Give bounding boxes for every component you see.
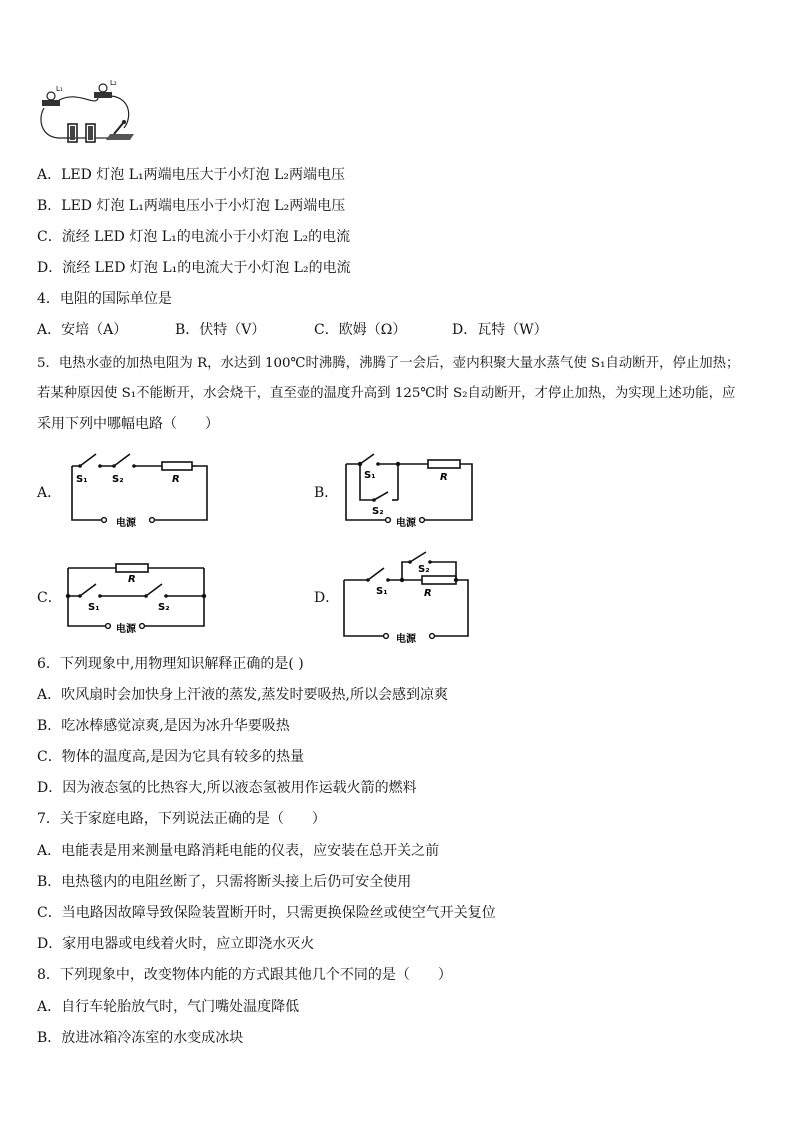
circuit-d-s2-label: S₂ bbox=[418, 564, 430, 575]
circuit-b-s1-label: S₁ bbox=[364, 470, 376, 481]
circuit-d-source-label: 电源 bbox=[396, 634, 416, 644]
q6-option-c[interactable]: C．物体的温度高,是因为它具有较多的热量 bbox=[37, 749, 305, 765]
q7-option-a[interactable]: A．电能表是用来测量电路消耗电能的仪表，应安装在总开关之前 bbox=[37, 843, 440, 859]
circuit-d-r-label: R bbox=[424, 588, 432, 599]
q3-option-a[interactable]: A．LED 灯泡 L₁两端电压大于小灯泡 L₂两端电压 bbox=[37, 167, 346, 183]
q8-option-a[interactable]: A．自行车轮胎放气时，气门嘴处温度降低 bbox=[37, 999, 300, 1015]
q6-stem: 6．下列现象中,用物理知识解释正确的是( ) bbox=[37, 656, 304, 672]
q3-option-c[interactable]: C．流经 LED 灯泡 L₁的电流小于小灯泡 L₂的电流 bbox=[37, 229, 351, 245]
q5-stem-line-1: 5．电热水壶的加热电阻为 R，水达到 100℃时沸腾，沸腾了一会后，壶内积聚大量水蒸气使 S₁自动断开，停止加热； bbox=[37, 356, 740, 371]
circuit-b-s2-label: S₂ bbox=[372, 506, 384, 517]
circuit-c-r-label: R bbox=[128, 574, 136, 585]
q4-option-d[interactable]: D．瓦特（W） bbox=[452, 322, 548, 338]
q8-stem: 8．下列现象中，改变物体内能的方式跟其他几个不同的是（ ） bbox=[37, 967, 452, 983]
q5-option-c-letter[interactable]: C． bbox=[37, 590, 62, 606]
q3-option-d[interactable]: D．流经 LED 灯泡 L₁的电流大于小灯泡 L₂的电流 bbox=[37, 260, 351, 276]
q8-option-b[interactable]: B．放进冰箱冷冻室的水变成冰块 bbox=[37, 1030, 244, 1046]
circuit-d-diagram[interactable] bbox=[338, 544, 478, 644]
circuit-b-r-label: R bbox=[440, 472, 448, 483]
q6-option-d[interactable]: D．因为液态氢的比热容大,所以液态氢被用作运载火箭的燃料 bbox=[37, 780, 417, 796]
q7-option-d[interactable]: D．家用电器或电线着火时，应立即浇水灭火 bbox=[37, 936, 315, 952]
bulb-l2-label: L₂ bbox=[110, 79, 117, 87]
q5-stem-line-2: 若某种原因使 S₁不能断开，水会烧干，直至壶的温度升高到 125℃时 S₂自动断开，才停止加热，为实现上述功能，应 bbox=[37, 386, 736, 401]
q7-option-b[interactable]: B．电热毯内的电阻丝断了，只需将断头接上后仍可安全使用 bbox=[37, 874, 412, 890]
q6-option-b[interactable]: B．吃冰棒感觉凉爽,是因为冰升华要吸热 bbox=[37, 718, 290, 734]
bulb-circuit-figure bbox=[36, 78, 136, 148]
q4-option-c[interactable]: C．欧姆（Ω） bbox=[314, 322, 407, 338]
q4-option-b[interactable]: B．伏特（V） bbox=[175, 322, 266, 338]
circuit-a-s1-label: S₁ bbox=[76, 474, 88, 485]
circuit-c-s2-label: S₂ bbox=[158, 602, 170, 613]
circuit-c-source-label: 电源 bbox=[116, 624, 136, 635]
circuit-b-diagram[interactable] bbox=[340, 452, 480, 530]
circuit-a-source-label: 电源 bbox=[116, 518, 136, 529]
q3-option-b[interactable]: B．LED 灯泡 L₁两端电压小于小灯泡 L₂两端电压 bbox=[37, 198, 346, 214]
q5-option-a-letter[interactable]: A． bbox=[37, 485, 62, 501]
circuit-d-s1-label: S₁ bbox=[376, 586, 388, 597]
q4-option-a[interactable]: A．安培（A） bbox=[37, 322, 128, 338]
circuit-c-diagram[interactable] bbox=[60, 560, 210, 636]
q5-option-b-letter[interactable]: B． bbox=[314, 485, 339, 501]
bulb-l1-label: L₁ bbox=[56, 85, 63, 93]
q7-option-c[interactable]: C．当电路因故障导致保险装置断开时，只需更换保险丝或使空气开关复位 bbox=[37, 905, 496, 921]
circuit-a-r-label: R bbox=[172, 474, 180, 485]
circuit-a-diagram[interactable] bbox=[66, 448, 214, 536]
q6-option-a[interactable]: A．吹风扇时会加快身上汗液的蒸发,蒸发时要吸热,所以会感到凉爽 bbox=[37, 687, 449, 703]
q5-stem-line-3: 采用下列中哪幅电路（ ） bbox=[37, 416, 219, 432]
circuit-a-s2-label: S₂ bbox=[112, 474, 124, 485]
circuit-c-s1-label: S₁ bbox=[88, 602, 100, 613]
q4-stem: 4．电阻的国际单位是 bbox=[37, 291, 172, 307]
circuit-b-source-label: 电源 bbox=[396, 518, 416, 529]
q7-stem: 7．关于家庭电路，下列说法正确的是（ ） bbox=[37, 811, 326, 827]
q5-option-d-letter[interactable]: D． bbox=[314, 590, 340, 606]
